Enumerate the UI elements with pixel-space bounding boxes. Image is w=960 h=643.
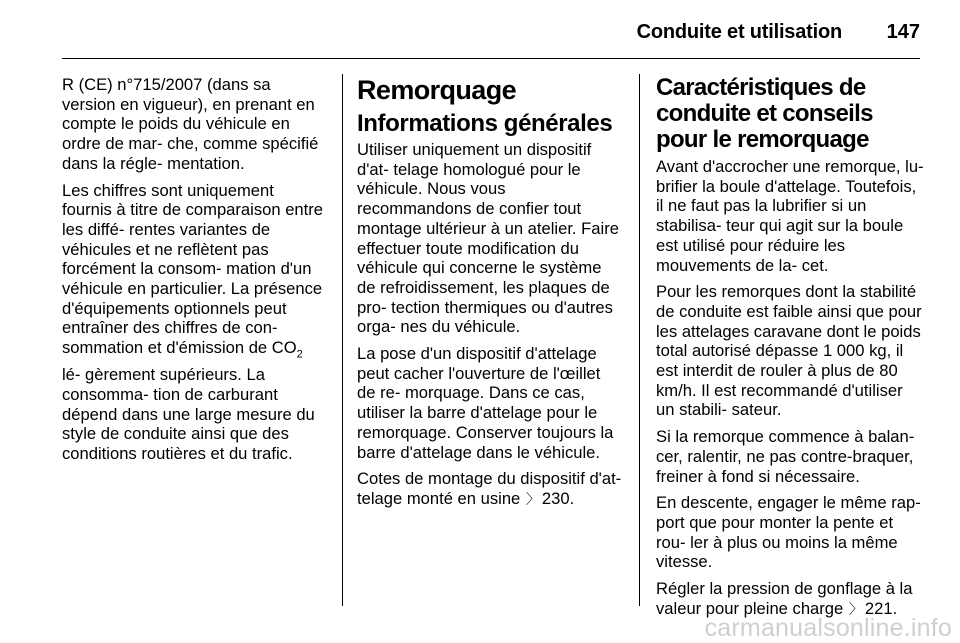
paragraph-consumption xyxy=(62,181,324,464)
column-right xyxy=(656,75,924,626)
column-divider-right xyxy=(639,74,640,606)
paragraph-regulation: R (CE) n°715/2007 (dans sa version en vigueur), en prenant en compte le poids du véhicule en ordre de mar- che, comme spécifié dans la régle- mentation. xyxy=(62,75,319,173)
column-left xyxy=(62,75,324,471)
subsection-title: Informations générales xyxy=(357,110,613,137)
tyre-pressure-text: Régler la pression de gonflage à la valeur pour pleine charge xyxy=(656,579,913,618)
paragraph-hitch-device: Utiliser uniquement un dispositif d'at- telage homologué pour le véhicule. Nous vous recommandons de confier tout montage ultérieur à un atelier. Faire effectuer toute modification du véhicule qui concerne le système de refroidissement, les plaques de pro- tection thermiques ou d'autres orga- nes du véhicule. xyxy=(357,140,619,337)
watermark: carmanualsonline.info xyxy=(704,614,952,642)
paragraph-swaying: Si la remorque commence à balan- cer, ralentir, ne pas contre-braquer, freiner à fond si nécessaire. xyxy=(656,427,915,486)
paragraph-lubrication: Avant d'accrocher une remorque, lu- brifier la boule d'attelage. Toutefois, il ne faut pas la lubrifier si un stabilisa- teur qui agit sur la boule est utilisé pour réduire les mouvements de la- cet. xyxy=(656,157,924,275)
paragraph-tow-bar: La pose d'un dispositif d'attelage peut cacher l'ouverture de l'œillet de re- morquage. Dans ce cas, utiliser la barre d'attelage pour le remorquage. Conserver toujours la barre d'attelage dans le véhicule. xyxy=(357,344,614,462)
paragraph-stability: Pour les remorques dont la stabilité de conduite est faible ainsi que pour les attelages caravane dont le poids total autorisé dépasse 1 000 kg, il est interdit de rouler à plus de 80 km/h. Il est recommandé d'utiliser un stabili- sateur. xyxy=(656,282,922,420)
dimensions-text: Cotes de montage du dispositif d'at- telage monté en usine xyxy=(357,469,622,508)
page-header xyxy=(62,0,920,56)
paragraph-dimensions xyxy=(357,469,623,509)
consumption-text-end: lé- gèrement supérieurs. La consomma- tion de carburant dépend dans une large mesure du style de conduite ainsi que des conditions routières et du trafic. xyxy=(62,365,315,463)
paragraph-descent: En descente, engager le même rap- port que pour monter la pente et rou- ler à plus ou moins la même vitesse. xyxy=(656,493,921,572)
co2-subscript: 2 xyxy=(296,348,303,361)
page-reference-icon: 〉 xyxy=(848,600,863,617)
chapter-title: Conduite et utilisation xyxy=(636,21,842,43)
header-rule xyxy=(62,58,920,59)
page-reference-link[interactable]: 221. xyxy=(864,598,898,618)
page-number: 147 xyxy=(886,21,920,43)
page-reference-icon: 〉 xyxy=(525,490,540,507)
page-reference-link[interactable]: 230. xyxy=(541,488,575,508)
section-title: Remorquage xyxy=(357,75,517,105)
consumption-text-start: Les chiffres sont uniquement fournis à titre de comparaison entre les diffé- rentes variantes de véhicules et ne reflètent pas forcément la consom- mation d'un véhicule en particulier. La présence d'équipements optionnels peut entraîner des chiffres de con- sommation et d'émission de CO xyxy=(62,180,324,358)
column-divider-left xyxy=(342,74,343,606)
column-middle xyxy=(357,75,623,517)
subsection-title-driving: Caractéristiques de conduite et conseils pour le remorquage xyxy=(656,74,873,153)
